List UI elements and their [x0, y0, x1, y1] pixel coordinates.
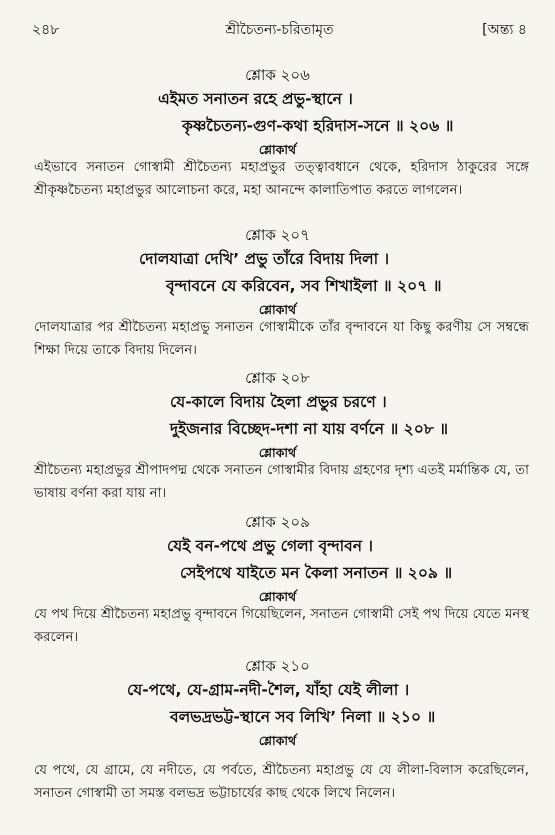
translation-heading: শ্লোকার্থ — [258, 589, 297, 604]
translation-210: যে পথে, যে গ্রামে, যে নদীতে, যে পর্বতে, শ্রীচৈতন্য মহাপ্রভু যে যে লীলা-বিলাস করেছিলেন, সনাতন গোস্বামী তা সমস্ত বলভদ্র ভট্টাচার্যের কাছ থেকে লিখে নিলেন। — [34, 763, 529, 801]
verse-206 — [0, 64, 555, 160]
verse-heading: শ্লোক ২০৬ — [245, 66, 310, 84]
translation-heading: শ্লোকার্থ — [258, 733, 297, 748]
verse-210 — [0, 655, 555, 751]
verse-line-2: দুইজনার বিচ্ছেদ-দশা না যায় বর্ণনে ॥ ২০৮ ॥ — [170, 420, 448, 438]
verse-208 — [0, 367, 555, 463]
verse-line-1: যে-পথে, যে-গ্রাম-নদী-শৈল, যাঁহা যেই লীলা । — [127, 681, 410, 699]
translation-208: শ্রীচৈতন্য মহাপ্রভুর শ্রীপাদপদ্ম থেকে সনাতন গোস্বামীর বিদায় গ্রহণের দৃশ্য এতই মর্মান্তিক যে, তা ভাষায় বর্ণনা করা যায় না। — [34, 463, 529, 501]
verse-207 — [0, 224, 555, 320]
verse-line-2: বৃন্দাবনে যে করিবেন, সব শিখাইলা ॥ ২০৭ ॥ — [166, 277, 442, 295]
verse-line-2: সেইপথে যাইতে মন কৈলা সনাতন ॥ ২০৯ ॥ — [180, 564, 453, 582]
verse-heading: শ্লোক ২০৯ — [245, 513, 310, 531]
verse-heading: শ্লোক ২০৭ — [245, 226, 310, 244]
verse-heading: শ্লোক ২১০ — [245, 657, 310, 675]
translation-206: এইভাবে সনাতন গোস্বামী শ্রীচৈতন্য মহাপ্রভুর তত্ত্বাবধানে থেকে, হরিদাস ঠাকুরের সঙ্গে শ্রীকৃষ্ণচৈতন্য মহাপ্রভুর আলোচনা করে, মহা আনন্দে কালাতিপাত করতে লাগলেন। — [34, 160, 529, 198]
verse-line-2: কৃষ্ণচৈতন্য-গুণ-কথা হরিদাস-সনে ॥ ২০৬ ॥ — [182, 117, 454, 135]
verse-line-1: দোলযাত্রা দেখি’ প্রভু তাঁরে বিদায় দিলা । — [139, 250, 390, 268]
verse-heading: শ্লোক ২০৮ — [245, 369, 310, 387]
translation-heading: শ্লোকার্থ — [258, 142, 297, 157]
verse-line-1: যে-কালে বিদায় হৈলা প্রভুর চরণে । — [170, 393, 387, 411]
page-number: ২৪৮ — [32, 22, 60, 38]
running-title: শ্রীচৈতন্য-চরিতামৃত — [225, 22, 334, 38]
page-header — [32, 18, 527, 38]
translation-heading: শ্লোকার্থ — [258, 445, 297, 460]
verse-line-2: বলভদ্রভট্ট-স্থানে সব লিখি’ নিলা ॥ ২১০ ॥ — [170, 708, 436, 726]
verse-line-1: যেই বন-পথে প্রভু গেলা বৃন্দাবন । — [167, 537, 373, 555]
translation-209: যে পথ দিয়ে শ্রীচৈতন্য মহাপ্রভু বৃন্দাবনে গিয়েছিলেন, সনাতন গোস্বামী সেই পথ দিয়ে যেতে মনস্থ করলেন। — [34, 607, 529, 645]
translation-heading: শ্লোকার্থ — [258, 302, 297, 317]
translation-207: দোলযাত্রার পর শ্রীচৈতন্য মহাপ্রভু সনাতন গোস্বামীকে তাঁর বৃন্দাবনে যা কিছু করণীয় সে সম্বন্ধে শিক্ষা দিয়ে তাকে বিদায় দিলেন। — [34, 320, 529, 358]
verse-line-1: এইমত সনাতন রহে প্রভু-স্থানে । — [158, 90, 353, 108]
verse-209 — [0, 511, 555, 607]
section-marker: [অন্ত্য ৪ — [482, 22, 527, 38]
